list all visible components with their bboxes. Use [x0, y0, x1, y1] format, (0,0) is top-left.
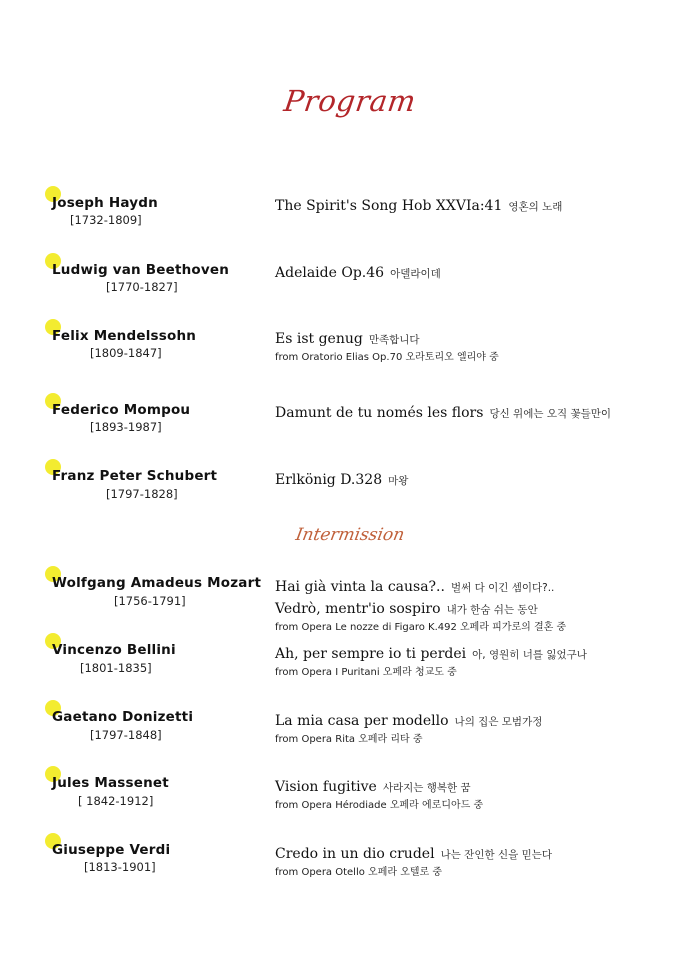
work-source: from Opera I Puritani 오페라 청교도 중	[275, 667, 457, 678]
work-source: from Opera Le nozze di Figaro K.492 오페라 피가로의 결혼 중	[275, 622, 567, 633]
work-korean-title: 사라지는 행복한 꿈	[382, 782, 471, 794]
work-title: Adelaide Op.46	[275, 265, 385, 281]
work-line	[275, 469, 408, 488]
work-title: La mia casa per modello	[275, 713, 449, 729]
work-title: Hai già vinta la causa?..	[275, 579, 445, 595]
work-line	[275, 402, 611, 421]
work-source: from Opera Hérodiade 오페라 에로디아드 중	[275, 800, 484, 811]
work-korean-title: 나는 잔인한 신을 믿는다	[440, 849, 553, 861]
composer-years: [ 1842-1912]	[78, 794, 154, 808]
work-line-second	[275, 598, 538, 617]
composer-years: [1809-1847]	[90, 346, 162, 360]
work-line	[275, 776, 471, 795]
composer-years: [1813-1901]	[84, 860, 156, 874]
composer-years: [1801-1835]	[80, 661, 152, 675]
composer-name: Felix Mendelssohn	[52, 328, 197, 344]
composer-years: [1770-1827]	[106, 280, 178, 294]
work-source: from Opera Otello 오페라 오텔로 중	[275, 867, 443, 878]
program-title: Program	[281, 84, 419, 118]
composer-name: Joseph Haydn	[52, 195, 158, 211]
work-title: The Spirit's Song Hob XXVIa:41	[275, 198, 503, 214]
composer-name: Ludwig van Beethoven	[52, 262, 230, 278]
composer-years: [1756-1791]	[114, 594, 186, 608]
work-title: Es ist genug	[275, 331, 363, 347]
work-korean-title-second: 내가 한숨 쉬는 동안	[446, 604, 538, 616]
work-korean-title: 나의 집은 모범가정	[454, 716, 543, 728]
composer-name: Giuseppe Verdi	[52, 842, 171, 858]
work-korean-title: 아, 영원히 너를 잃었구나	[472, 649, 587, 661]
work-title: Credo in un dio crudel	[275, 846, 435, 862]
composer-years: [1732-1809]	[70, 213, 142, 227]
composer-years: [1797-1848]	[90, 728, 162, 742]
work-korean-title: 아델라이데	[390, 268, 441, 280]
composer-name: Federico Mompou	[52, 402, 191, 418]
work-title-second: Vedrò, mentr'io sospiro	[275, 601, 441, 617]
work-title: Erlkönig D.328	[275, 472, 383, 488]
composer-name: Vincenzo Bellini	[52, 642, 176, 658]
composer-name: Wolfgang Amadeus Mozart	[52, 575, 262, 591]
work-title: Damunt de tu només les flors	[275, 405, 484, 421]
work-source: from Oratorio Elias Op.70 오라토리오 엘리야 중	[275, 352, 499, 363]
work-line	[275, 262, 441, 281]
work-line	[275, 195, 562, 214]
work-line	[275, 576, 554, 595]
work-korean-title: 만족합니다	[368, 334, 420, 346]
composer-name: Franz Peter Schubert	[52, 468, 218, 484]
work-line	[275, 643, 587, 662]
composer-name: Jules Massenet	[52, 775, 169, 791]
work-source: from Opera Rita 오페라 리타 중	[275, 734, 423, 745]
work-title: Vision fugitive	[275, 779, 377, 795]
composer-name: Gaetano Donizetti	[52, 709, 194, 725]
work-line	[275, 843, 552, 862]
work-korean-title: 마왕	[388, 475, 409, 487]
composer-years: [1893-1987]	[90, 420, 162, 434]
composer-years: [1797-1828]	[106, 487, 178, 501]
work-line	[275, 710, 542, 729]
work-korean-title: 당신 위에는 오직 꽃들만이	[489, 408, 612, 420]
intermission-heading: Intermission	[294, 525, 406, 545]
work-title: Ah, per sempre io ti perdei	[275, 646, 467, 662]
work-korean-title: 영혼의 노래	[508, 201, 563, 213]
work-line	[275, 328, 420, 347]
work-korean-title: 벌써 다 이긴 셈이다?..	[450, 582, 555, 594]
